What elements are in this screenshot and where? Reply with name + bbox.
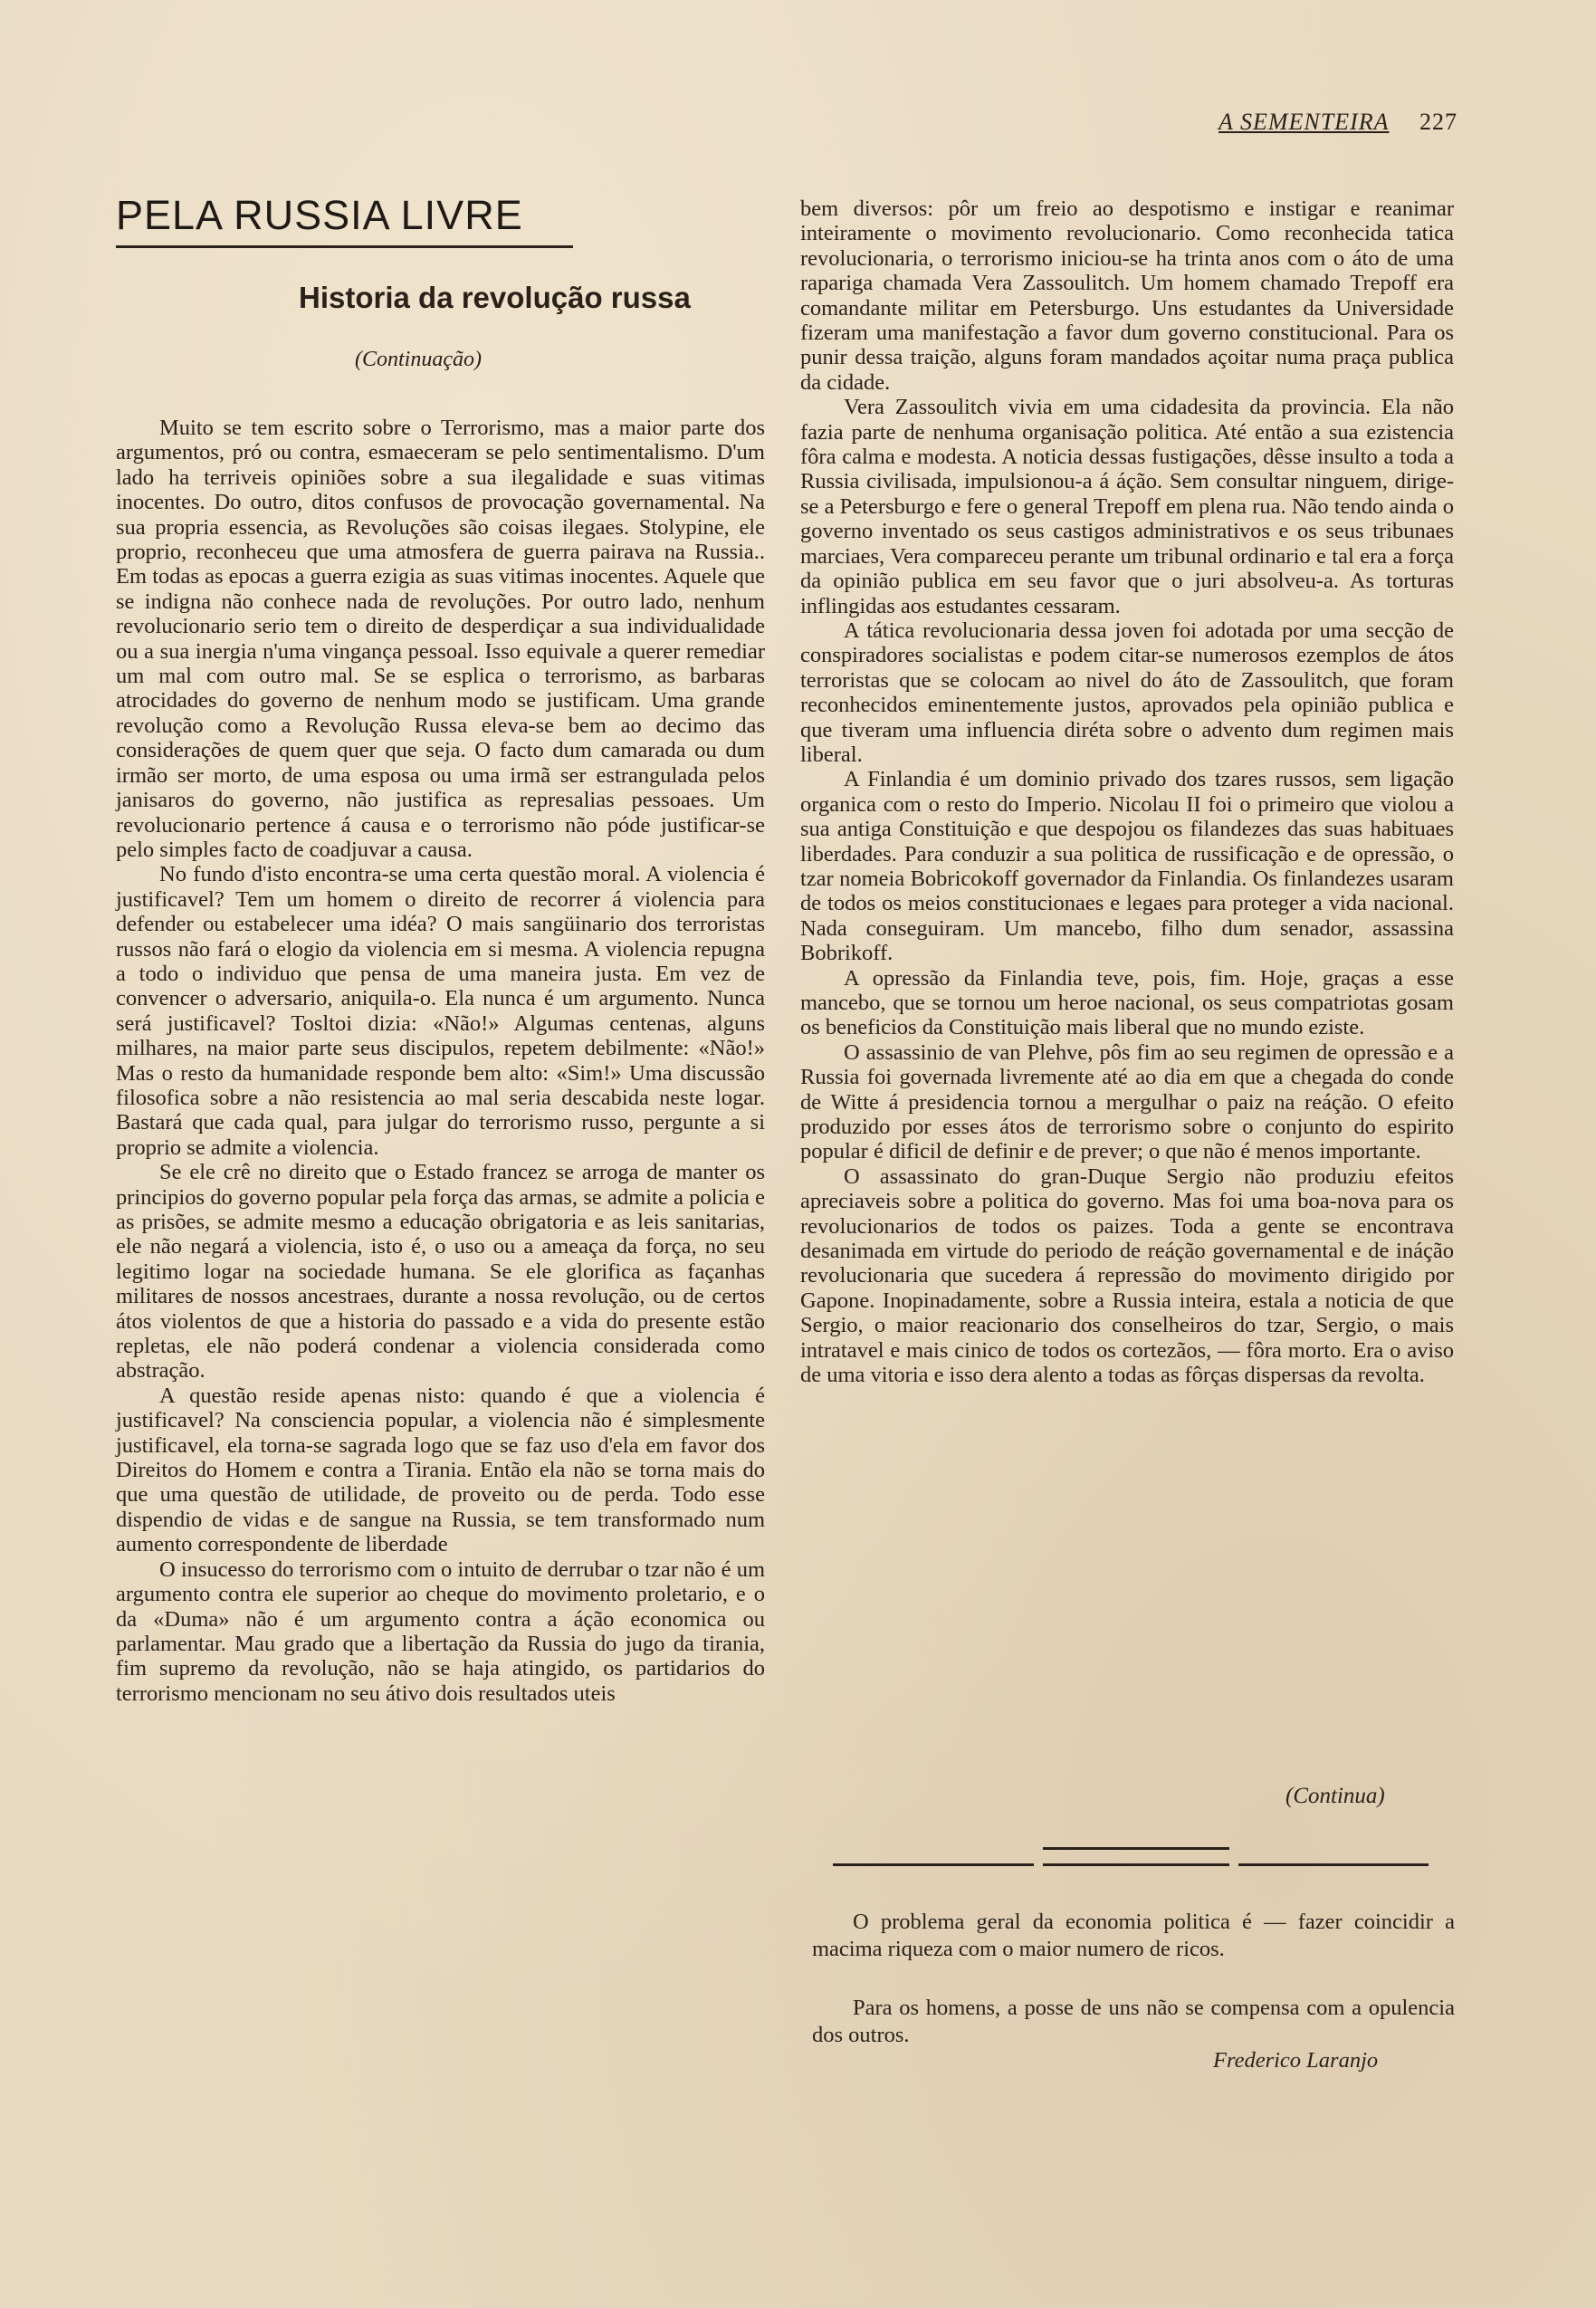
paragraph: Muito se tem escrito sobre o Terrorismo, mas a maior parte dos argumentos, pró ou contra, esmaeceram se pelo sentimentalismo. D'um lado ha terriveis opiniões sobre a sua ilegalidade e suas vitimas inocentes. Do outro, ditos confusos de provocação governamental. Na sua propria essencia, as Revoluções são coisas ilegaes. Stolypine, ele proprio, reconheceu que uma atmosfera de guerra pairava na Russia.. Em todas as epocas a guerra ezigia as suas vitimas inocentes. Aquele que se indigna não conhece nada de revoluções. Por outro lado, nenhum revolucionario serio tem o direito de desperdiçar a sua individualidade ou a sua inergia n'uma vingança pessoal. Isso equivale a querer remediar um mal com outro mal. Se se esplica o terrorismo, as barbaras atrocidades do governo de nenhum modo se justificam. Uma grande revolução como a Revolução Russa eleva-se bem ao decimo das considerações de quem quer que seja. O facto dum camarada ou dum irmão ser morto, de uma esposa ou uma irmã ser estrangulada pelos janisaros do governo, não justifica as represalias pessoaes. Um revolucionario pertence á causa e o terrorismo não póde justificar-se pelo simples facto de coadjuvar a causa. [116, 416, 765, 862]
separator-rule [1043, 1863, 1229, 1866]
paragraph: Vera Zassoulitch vivia em uma cidadesita da provincia. Ela não fazia parte de nenhuma organisação politica. Até então a sua ezistencia fôra calma e modesta. A noticia dessas fustigações, dêsse insulto a toda a Russia civilisada, impulsionou-a á áção. Sem consultar ninguem, dirige-se a Petersburgo e fere o general Trepoff em plena rua. Não tendo ainda o governo inventado os seus castigos administrativos e os seus tribunaes marciaes, Vera compareceu perante um tribunal ordinario e tal era a força da opinião publica em seu favor que o juri absolveu-a. As torturas inflingidas aos estudantes cessaram. [800, 395, 1454, 618]
continua-note: (Continua) [1285, 1784, 1385, 1808]
quote-text: O problema geral da economia politica é — fazer coincidir a macima riqueza com o maior numero de ricos. [812, 1910, 1455, 1961]
article-title: PELA RUSSIA LIVRE [116, 192, 523, 238]
paragraph: No fundo d'isto encontra-se uma certa questão moral. A violencia é justificavel? Tem um homem o direito de recorrer á violencia para defender ou estabelecer uma idéa? O mais sangüinario dos terroristas russos não fará o elogio da violencia em si mesma. A violencia repugna a todo o individuo que pensa de uma maneira justa. Em vez de convencer o adversario, aniquila-o. Ela nunca é um argumento. Nunca será justificavel? Tosltoi dizia: «Não!» Algumas centenas, alguns milhares, na maior parte seus discipulos, repetem debilmente: «Não!» Mas o resto da humanidade responde bem alto: «Sim!» Uma discussão filosofica sobre a não resistencia ao mal seria descabida neste logar. Bastará que cada qual, para julgar do terrorismo russo, pergunte a si proprio se admite a violencia. [116, 862, 765, 1160]
paragraph: O insucesso do terrorismo com o intuito de derrubar o tzar não é um argumento contra ele superior ao cheque do movimento proletario, e o da «Duma» não é um argumento contra a áção economica ou parlamentar. Mau grado que a libertação da Russia do jugo da tirania, fim supremo da revolução, não se haja atingido, os partidarios do terrorismo mencionam no seu átivo dois resultados uteis [116, 1556, 765, 1706]
page-number: 227 [1419, 109, 1457, 135]
article-subtitle: Historia da revolução russa [299, 281, 691, 314]
continued-note: (Continuação) [355, 348, 482, 371]
title-underline [116, 245, 573, 248]
paragraph: Se ele crê no direito que o Estado francez se arroga de manter os principios do governo popular pela força das armas, se admite a policia e as prisões, se admite mesmo a educação obrigatoria e as leis sanitarias, ele não negará a violencia, isto é, o uso ou a ameaça da força, no seu legitimo logar na sociedade humana. Se ele glorifica as façanhas militares de nossos ancestraes, durante a nossa revolução, ou de certos átos violentos de que a historia do passado e a vida do presente estão repletas, ele não poderá condenar a violencia considerada como abstração. [116, 1160, 765, 1384]
paragraph: A opressão da Finlandia teve, pois, fim. Hoje, graças a esse mancebo, que se tornou um heroe nacional, os seus compatriotas gosam os beneficios da Constituição mais liberal que no mundo eziste. [800, 965, 1454, 1040]
article-column-right [800, 196, 1454, 1388]
separator-rule [1043, 1847, 1229, 1850]
paragraph: A questão reside apenas nisto: quando é que a violencia é justificavel? Na consciencia popular, a violencia não é simplesmente justificavel, ela torna-se sagrada logo que se faz uso d'ela em favor dos Direitos do Homem e contra a Tirania. Então ela não se torna mais do que uma questão de utilidade, de proveito ou de perda. Todo esse dispendio de vidas e de sangue na Russia, se tem transformado num aumento correspondente de liberdade [116, 1383, 765, 1557]
separator-rule [1238, 1863, 1429, 1866]
quote-text: Para os homens, a posse de uns não se compensa com a opulencia dos outros. [812, 1996, 1455, 2047]
paragraph: O assassinato do gran-Duque Sergio não produziu efeitos apreciaveis sobre a politica do governo. Mas foi uma boa-nova para os revolucionarios de todos os paizes. Toda a gente se encontrava desanimada em virtude do periodo de reáção governamental e de ináção revolucionaria que sucedera á repressão do movimento dirigido por Gapone. Inopinadamente, sobre a Russia inteira, estala a noticia de que Sergio, o maior reacionario dos conselheiros do tzar, Sergio, o mais intratavel e mais cinico de todos os cortezãos, — fôra morto. Era o aviso de uma vitoria e isso dera alento a todas as fôrças dispersas da revolta. [800, 1164, 1454, 1388]
paragraph: A Finlandia é um dominio privado dos tzares russos, sem ligação organica com o resto do Imperio. Nicolau II foi o primeiro que violou a sua antiga Constituição e que despojou os filandezes das suas habituaes liberdades. Para conduzir a sua politica de russificação e de opressão, o tzar nomeia Bobricokoff governador da Finlandia. Os finlandezes usaram de todos os meios constitucionaes e legaes para proteger a vida nacional. Nada conseguiram. Um mancebo, filho dum senador, assassina Bobrikoff. [800, 767, 1454, 966]
running-header [1141, 109, 1457, 136]
quote-possession [812, 1995, 1455, 2049]
quote-author: Frederico Laranjo [1213, 2048, 1379, 2073]
magazine-name: A SEMENTEIRA [1219, 109, 1390, 135]
paragraph: O assassinio de van Plehve, pôs fim ao seu regimen de opressão e a Russia foi governada livremente até ao dia em que a chegada do conde de Witte á presidencia tornou a mergulhar o paiz na reáção. O efeito produzido por esses átos de terrorismo sobre o conjunto do espirito popular é dificil de definir e de prever; o que não é menos importante. [800, 1039, 1454, 1164]
separator-rule [833, 1863, 1034, 1866]
paragraph: A tática revolucionaria dessa joven foi adotada por uma secção de conspiradores socialistas e podem citar-se numerosos ezemplos de átos terroristas que se colocam ao nivel do áto de Zassoulitch, que foram reconhecidos eminentemente justos, aprovados pela opinião publica e que tiveram uma influencia diréta sobre o advento dum regimen mais liberal. [800, 618, 1454, 767]
paragraph: bem diversos: pôr um freio ao despotismo e instigar e reanimar inteiramente o movimento revolucionario. Como reconhecida tatica revolucionaria, o terrorismo iniciou-se ha trinta anos com o áto de uma rapariga chamada Vera Zassoulitch. Um homem chamado Trepoff era comandante militar em Petersburgo. Uns estudantes da Universidade fizeram uma manifestação a favor dum governo constitucional. Para os punir dessa traição, alguns foram mandados açoitar numa praça publica da cidade. [800, 196, 1454, 395]
quote-economy [812, 1909, 1455, 1963]
article-column-left [116, 416, 765, 1706]
